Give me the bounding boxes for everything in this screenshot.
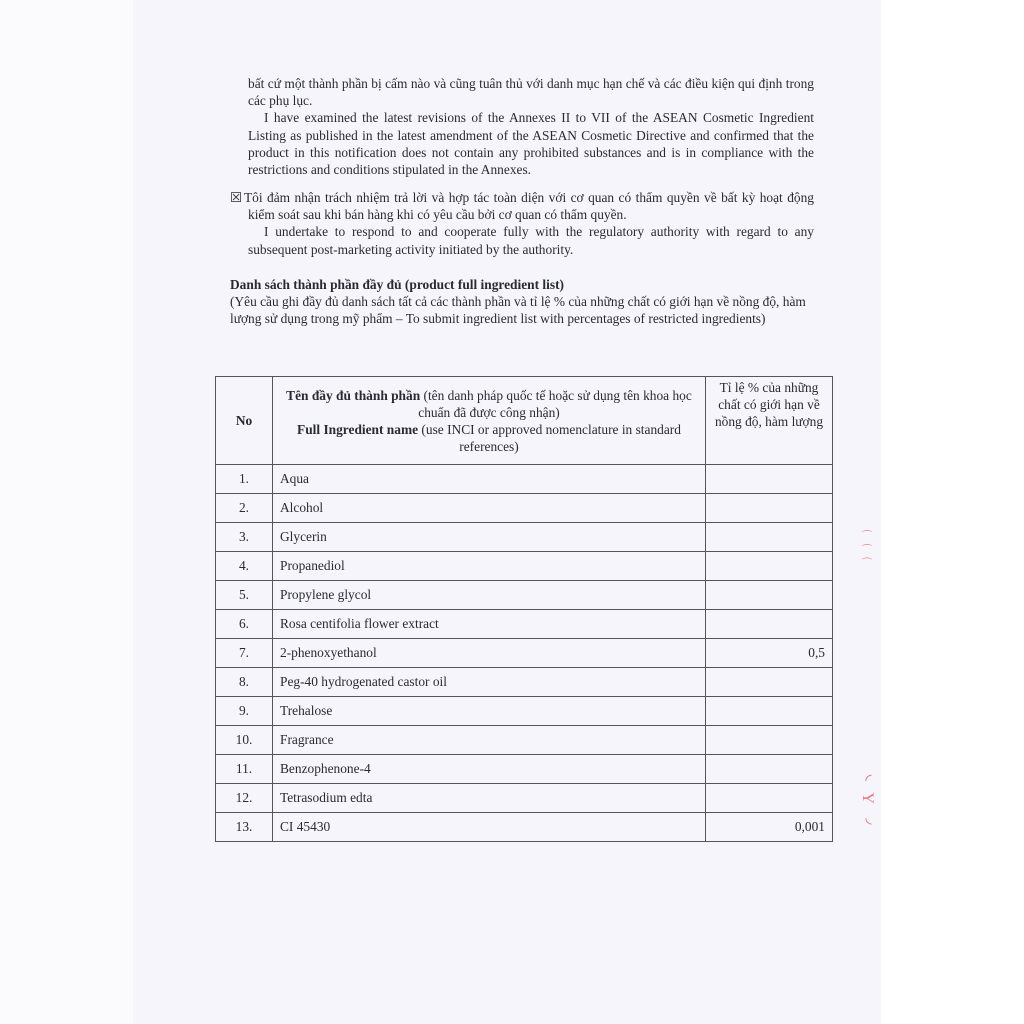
undertaking-vi: Tôi đảm nhận trách nhiệm trả lời và hợp tác toàn diện với cơ quan có thẩm quyền về bất kỳ hoạt động kiểm soát sau khi bán hàng khi có yêu cầu bởi cơ quan có thẩm quyền. [244,190,814,223]
red-stamp-mark-2: ◜ Y ◟ [859,770,876,827]
ingredient-percent: 0,5 [706,639,833,668]
ingredient-percent [706,697,833,726]
ingredient-name: Benzophenone-4 [273,755,706,784]
section-note: (Yêu cầu ghi đầy đủ danh sách tất cả các thành phần và tỉ lệ % của những chất có giới hạn về nồng độ, hàm lượng sử dụng trong mỹ phẩm – To submit ingredient list with percentages of restricted ingredients) [230,294,806,327]
header-no: No [216,377,273,465]
ingredient-percent [706,465,833,494]
table-row [216,552,833,581]
table-row [216,523,833,552]
row-number: 11. [216,755,273,784]
declaration-en: I have examined the latest revisions of the Annexes II to VII of the ASEAN Cosmetic Ingredient Listing as published in the latest amendment of the ASEAN Cosmetic Directive and confirmed that the product in this notification does not contain any prohibited substances and is in compliance with the restrictions and conditions stipulated in the Annexes. [248,110,814,178]
ingredient-percent: 0,001 [706,813,833,842]
ingredient-name: Fragrance [273,726,706,755]
ingredient-percent [706,610,833,639]
header-name: Tên đầy đủ thành phần (tên danh pháp quốc tế hoặc sử dụng tên khoa học chuẩn đã được công nhận) Full Ingredient name (use INCI or approved nomenclature in standard references) [273,377,706,465]
checked-checkbox-icon: ☒ [230,190,243,205]
row-number: 12. [216,784,273,813]
ingredient-table [215,376,833,842]
ingredient-name: Alcohol [273,494,706,523]
row-number: 4. [216,552,273,581]
table-row [216,494,833,523]
table-row [216,697,833,726]
row-number: 1. [216,465,273,494]
ingredient-name: Propanediol [273,552,706,581]
table-row [216,726,833,755]
declaration-paragraph [248,75,814,178]
ingredient-percent [706,523,833,552]
undertaking-paragraph [230,189,814,258]
ingredient-percent [706,581,833,610]
ingredient-name: Rosa centifolia flower extract [273,610,706,639]
table-row [216,668,833,697]
scan-margin [0,0,133,1024]
ingredient-name: Glycerin [273,523,706,552]
section-title: Danh sách thành phần đầy đủ (product full ingredient list) [230,277,564,292]
table-row [216,784,833,813]
ingredient-name: Peg-40 hydrogenated castor oil [273,668,706,697]
ingredient-percent [706,552,833,581]
table-row [216,581,833,610]
header-percent: Tỉ lệ % của những chất có giới hạn về nồng độ, hàm lượng [706,377,833,465]
row-number: 6. [216,610,273,639]
table-row [216,813,833,842]
table-row [216,639,833,668]
row-number: 10. [216,726,273,755]
ingredient-name: Tetrasodium edta [273,784,706,813]
row-number: 5. [216,581,273,610]
declaration-vi: bất cứ một thành phần bị cấm nào và cũng tuân thủ với danh mục hạn chế và các điều kiện qui định trong các phụ lục. [248,76,814,109]
ingredient-name: CI 45430 [273,813,706,842]
row-number: 7. [216,639,273,668]
row-number: 9. [216,697,273,726]
ingredient-percent [706,784,833,813]
ingredient-name: Trehalose [273,697,706,726]
ingredient-percent [706,726,833,755]
table-header-row [216,377,833,465]
row-number: 2. [216,494,273,523]
table-row [216,465,833,494]
row-number: 13. [216,813,273,842]
ingredient-name: 2-phenoxyethanol [273,639,706,668]
undertaking-en: I undertake to respond to and cooperate fully with the regulatory authority with regard to any subsequent post-marketing activity initiated by the authority. [248,224,814,257]
ingredient-section-header [230,276,814,328]
ingredient-name: Propylene glycol [273,581,706,610]
row-number: 8. [216,668,273,697]
ingredient-name: Aqua [273,465,706,494]
table-row [216,610,833,639]
table-row [216,755,833,784]
ingredient-percent [706,668,833,697]
row-number: 3. [216,523,273,552]
ingredient-percent [706,755,833,784]
red-stamp-mark: ⌒ ⌒ ⌒ [860,530,872,569]
ingredient-percent [706,494,833,523]
